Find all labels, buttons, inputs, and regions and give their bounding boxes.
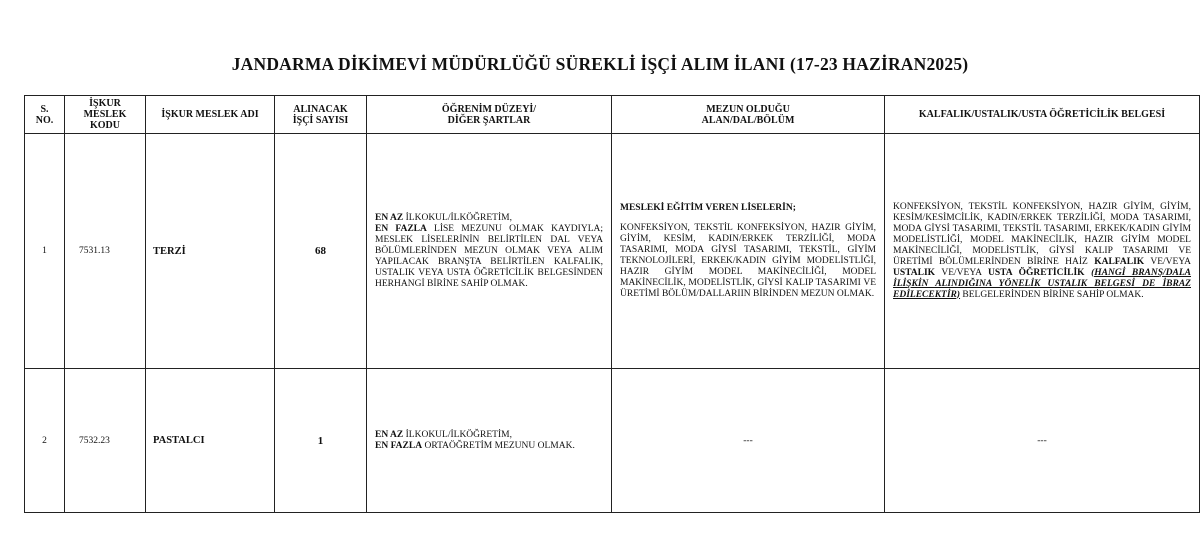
row-name: TERZİ: [146, 134, 275, 369]
row-code: 7532.23: [65, 369, 146, 513]
job-announcement-table: [24, 95, 1200, 513]
header-field: [612, 96, 885, 134]
plain-text: ORTAÖĞRETİM MEZUNU OLMAK.: [422, 440, 575, 451]
header-field-line: MEZUN OLDUĞU: [706, 103, 790, 115]
plain-text: BELGELERİNDEN BİRİNE SAHİP OLMAK.: [960, 289, 1144, 300]
row-education: [367, 369, 612, 513]
header-no: [25, 96, 65, 134]
row-count: 1: [275, 369, 367, 513]
education-text: [367, 213, 611, 290]
field-heading: MESLEKİ EĞİTİM VEREN LİSELERİN;: [620, 202, 796, 213]
header-code-line: İŞKUR: [89, 98, 121, 109]
bold-text: EN FAZLA: [375, 440, 423, 451]
header-count-line: İŞÇİ SAYISI: [292, 114, 349, 126]
row-education: [367, 134, 612, 369]
header-no-line: S.: [40, 103, 49, 115]
plain-text: KONFEKSİYON, TEKSTİL KONFEKSİYON, HAZIR GİYİM, GİYİM, KESİM/KESİMCİLİK, KADIN/ERKEK TERZİLİĞİ, MODA TASARIMI, MODA GİYSİ TASARIMI, TEKSTİL TASARIMI, ERKEK/KADIN GİYİM MODELİSTLİĞİ, MODEL MAKİNECİLİK, HAZIR GİYİM MODEL MAKİNECİLİĞİ, MODELİSTLİK, GİYSİ KALIP TASARIMI VE ÜRETİMİ BÖLÜMLERİNDEN BİRİNE HAİZ: [893, 201, 1191, 267]
header-count-line: ALINACAK: [293, 103, 348, 115]
spacer: [620, 214, 876, 223]
plain-text: VE/VEYA: [935, 267, 988, 278]
header-code-line: MESLEK: [83, 109, 127, 120]
bold-text: USTA ÖĞRETİCİLİK: [987, 267, 1085, 278]
field-body: KONFEKSİYON, TEKSTİL KONFEKSİYON, HAZIR GİYİM, GİYİM, KESİM, KADIN/ERKEK TERZİLİĞİ, MODA TASARIMI, MODA GİYSİ TASARIMI, TEKSTİL, GİYİM TEKNOLOJİLERİ, ERKEK/KADIN GİYİM MODELİSTLİĞİ, HAZIR GİYİM MODEL MAKİNECİLİĞİ, MODEL MAKİNECİLİK, MODELİSTLİK, GİYSİ KALIP TASARIMI VE ÜRETİMİ BÖLÜM/DALLARIIN BİRİNDEN MEZUN OLMAK.: [620, 222, 876, 299]
field-text: [612, 203, 884, 300]
row-field: [612, 134, 885, 369]
header-education-line: DİĞER ŞARTLAR: [447, 114, 531, 126]
page-title: JANDARMA DİKİMEVİ MÜDÜRLÜĞÜ SÜREKLİ İŞÇİ ALIM İLANI (17-23 HAZİRAN2025): [231, 54, 969, 74]
education-line-1: [375, 213, 603, 224]
header-certificate: KALFALIK/USTALIK/USTA ÖĞRETİCİLİK BELGESİ: [885, 96, 1200, 134]
row-no: 2: [25, 369, 65, 513]
header-code-line: KODU: [90, 120, 120, 131]
row-field: ---: [612, 369, 885, 513]
education-line-1: [375, 430, 603, 441]
education-text: [367, 430, 611, 452]
table-header-row: [25, 96, 1200, 134]
row-count: 68: [275, 134, 367, 369]
certificate-text: [885, 202, 1199, 301]
bold-text: EN AZ: [375, 212, 404, 223]
header-count: [275, 96, 367, 134]
row-certificate: [885, 134, 1200, 369]
bold-text: KALFALIK: [1094, 256, 1145, 267]
header-field-line: ALAN/DAL/BÖLÜM: [701, 114, 795, 126]
header-no-line: NO.: [35, 114, 54, 126]
header-education-line: ÖĞRENİM DÜZEYİ/: [441, 103, 537, 115]
row-certificate: ---: [885, 369, 1200, 513]
row-name: PASTALCI: [146, 369, 275, 513]
underlined-note: (HANGİ BRANŞ/DALA İLİŞKİN ALINDIĞINA YÖNELİK USTALIK BELGESİ DE İBRAZ EDİLECEKTİR): [893, 267, 1192, 300]
education-line-2: [375, 441, 603, 452]
row-code: 7531.13: [65, 134, 146, 369]
plain-text: VE/VEYA: [1144, 256, 1192, 267]
bold-text: EN FAZLA: [375, 223, 427, 234]
table-row: [25, 134, 1200, 369]
header-name: İŞKUR MESLEK ADI: [146, 96, 275, 134]
plain-text: LİSE MEZUNU OLMAK KAYDIYLA; MESLEK LİSELERİNİN BELİRTİLEN DAL VEYA BÖLÜMLERİNDEN MEZUN OLMAK VEYA ALIM YAPILACAK BRANŞTA BELİRTİLEN KALFALIK, USTALIK VEYA USTA ÖĞRETİCİLİK BELGESİNDEN HERHANGİ BİRİNE SAHİP OLMAK.: [375, 223, 603, 289]
table-row: [25, 369, 1200, 513]
bold-text: USTALIK: [893, 267, 936, 278]
plain-text: İLKOKUL/İLKÖĞRETİM,: [403, 429, 512, 440]
row-no: 1: [25, 134, 65, 369]
bold-text: EN AZ: [375, 429, 404, 440]
header-education: [367, 96, 612, 134]
header-code: [65, 96, 146, 134]
plain-text: İLKOKUL/İLKÖĞRETİM,: [403, 212, 512, 223]
